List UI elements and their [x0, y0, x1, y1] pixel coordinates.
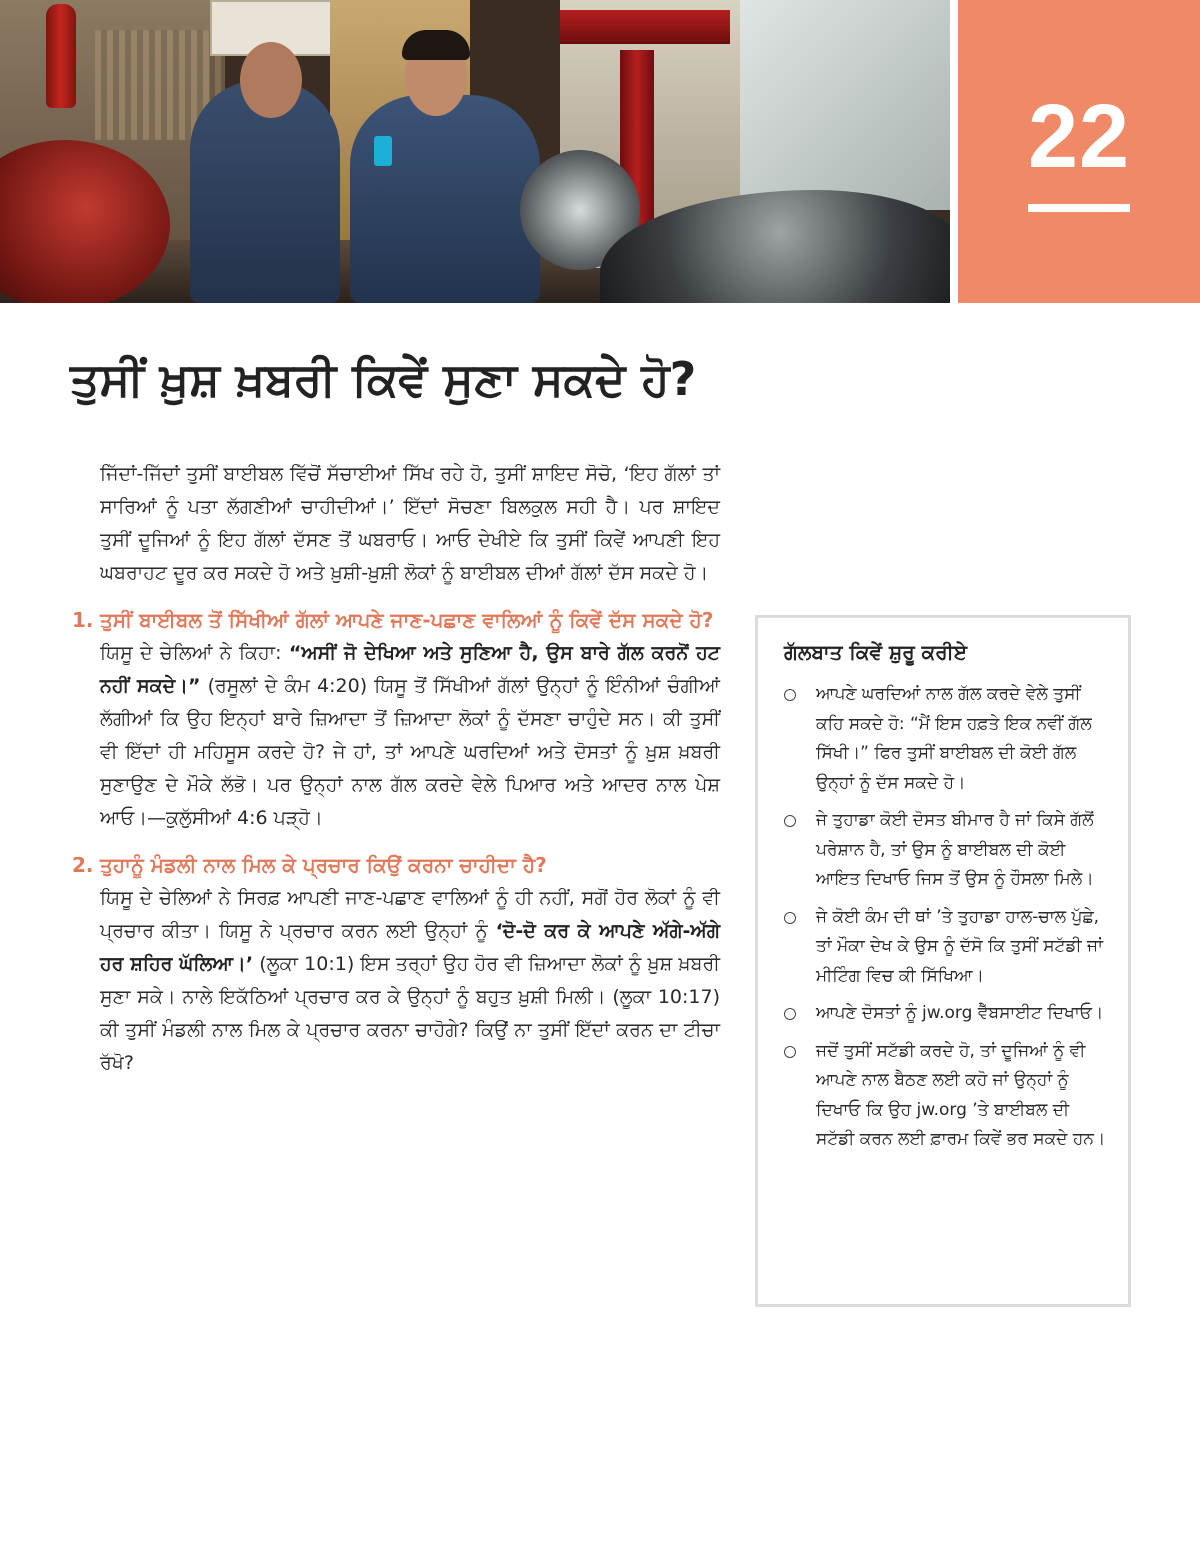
tip-text: ਆਪਣੇ ਘਰਦਿਆਂ ਨਾਲ ਗੱਲ ਕਰਦੇ ਵੇਲੇ ਤੁਸੀਂ ਕਹਿ ਸਕਦੇ ਹੋ: “ਮੈਂ ਇਸ ਹਫ਼ਤੇ ਇਕ ਨਵੀਂ ਗੱਲ ਸਿੱਖੀ।” ਫਿਰ ਤੁਸੀਂ ਬਾਈਬਲ ਦੀ ਕੋਈ ਗੱਲ ਉਨ੍ਹਾਂ ਨੂੰ ਦੱਸ ਸਕਦੇ ਹੋ। [816, 684, 1092, 793]
photo-lift-arm [560, 10, 730, 44]
question-text: ਤੁਸੀਂ ਬਾਈਬਲ ਤੋਂ ਸਿੱਖੀਆਂ ਗੱਲਾਂ ਆਪਣੇ ਜਾਣ-ਪਛਾਣ ਵਾਲਿਆਂ ਨੂੰ ਕਿਵੇਂ ਦੱਸ ਸਕਦੇ ਹੋ? [100, 608, 714, 632]
circle-bullet-icon [784, 1046, 796, 1058]
answer-quote: ‘ਦੋ-ਦੋ ਕਰ ਕੇ ਆਪਣੇ ਅੱਗੇ-ਅੱਗੇ ਹਰ ਸ਼ਹਿਰ ਘੱਲਿਆ।’ [100, 920, 720, 975]
circle-bullet-icon [784, 689, 796, 701]
question-number: 1. [72, 608, 94, 632]
tip-text: ਜੇ ਕੋਈ ਕੰਮ ਦੀ ਥਾਂ ’ਤੇ ਤੁਹਾਡਾ ਹਾਲ-ਚਾਲ ਪੁੱਛੇ, ਤਾਂ ਮੌਕਾ ਦੇਖ ਕੇ ਉਸ ਨੂੰ ਦੱਸੋ ਕਿ ਤੁਸੀਂ ਸਟੱਡੀ ਜਾਂ ਮੀਟਿੰਗ ਵਿਚ ਕੀ ਸਿੱਖਿਆ। [816, 906, 1103, 986]
lesson-number: 22 [1027, 87, 1131, 187]
answer-2 [100, 882, 720, 1080]
photo-person-older-head [240, 42, 302, 118]
list-item [784, 806, 1106, 895]
answer-1 [100, 637, 720, 835]
list-item [784, 1037, 1106, 1155]
question-text: ਤੁਹਾਨੂੰ ਮੰਡਲੀ ਨਾਲ ਮਿਲ ਕੇ ਪ੍ਰਚਾਰ ਕਿਉਂ ਕਰਨਾ ਚਾਹੀਦਾ ਹੈ? [100, 853, 547, 877]
conversation-tips-box [755, 615, 1131, 1307]
lesson-number-block [958, 0, 1200, 303]
question-number: 2. [72, 853, 94, 877]
header-photo [0, 0, 950, 303]
circle-bullet-icon [784, 1008, 796, 1020]
photo-person-younger [350, 95, 540, 303]
answer-lead: ਯਿਸੂ ਦੇ ਚੇਲਿਆਂ ਨੇ ਸਿਰਫ਼ ਆਪਣੀ ਜਾਣ-ਪਛਾਣ ਵਾਲਿਆਂ ਨੂੰ ਹੀ ਨਹੀਂ, ਸਗੋਂ ਹੋਰ ਲੋਕਾਂ ਨੂੰ ਵੀ ਪ੍ਰਚਾਰ ਕੀਤਾ। ਯਿਸੂ ਨੇ ਪ੍ਰਚਾਰ ਕਰਨ ਲਈ ਉਨ੍ਹਾਂ ਨੂੰ [100, 887, 720, 942]
tips-list [784, 680, 1106, 1155]
list-item [784, 903, 1106, 992]
photo-window [740, 0, 950, 210]
list-item [784, 999, 1106, 1029]
list-item [784, 680, 1106, 798]
answer-lead: ਯਿਸੂ ਦੇ ਚੇਲਿਆਂ ਨੇ ਕਿਹਾ: [100, 642, 289, 664]
circle-bullet-icon [784, 815, 796, 827]
question-2 [72, 849, 720, 882]
photo-fire-extinguisher [46, 4, 76, 108]
answer-quote: “ਅਸੀਂ ਜੋ ਦੇਖਿਆ ਅਤੇ ਸੁਣਿਆ ਹੈ, ਉਸ ਬਾਰੇ ਗੱਲ ਕਰਨੋਂ ਹਟ ਨਹੀਂ ਸਕਦੇ।” [100, 642, 720, 697]
page-title: ਤੁਸੀਂ ਖ਼ੁਸ਼ ਖ਼ਬਰੀ ਕਿਵੇਂ ਸੁਣਾ ਸਕਦੇ ਹੋ? [70, 352, 697, 406]
sidebar-title: ਗੱਲਬਾਤ ਕਿਵੇਂ ਸ਼ੁਰੂ ਕਰੀਏ [784, 640, 968, 664]
question-1 [72, 604, 720, 637]
answer-rest: (ਰਸੂਲਾਂ ਦੇ ਕੰਮ 4:20) ਯਿਸੂ ਤੋਂ ਸਿੱਖੀਆਂ ਗੱਲਾਂ ਉਨ੍ਹਾਂ ਨੂੰ ਇੰਨੀਆਂ ਚੰਗੀਆਂ ਲੱਗੀਆਂ ਕਿ ਉਹ ਇਨ੍ਹਾਂ ਬਾਰੇ ਜ਼ਿਆਦਾ ਤੋਂ ਜ਼ਿਆਦਾ ਲੋਕਾਂ ਨੂੰ ਦੱਸਣਾ ਚਾਹੁੰਦੇ ਸਨ। ਕੀ ਤੁਸੀਂ ਵੀ ਇੱਦਾਂ ਹੀ ਮਹਿਸੂਸ ਕਰਦੇ ਹੋ? ਜੇ ਹਾਂ, ਤਾਂ ਆਪਣੇ ਘਰਦਿਆਂ ਅਤੇ ਦੋਸਤਾਂ ਨੂੰ ਖ਼ੁਸ਼ ਖ਼ਬਰੀ ਸੁਣਾਉਣ ਦੇ ਮੌਕੇ ਲੱਭੋ। ਪਰ ਉਨ੍ਹਾਂ ਨਾਲ ਗੱਲ ਕਰਦੇ ਵੇਲੇ ਪਿਆਰ ਅਤੇ ਆਦਰ ਨਾਲ ਪੇਸ਼ ਆਓ।—ਕੁਲੁੱਸੀਆਂ 4:6 ਪੜ੍ਹੋ। [100, 675, 721, 829]
photo-person-younger-hair [402, 30, 470, 60]
lesson-number-underline [1028, 204, 1130, 212]
intro-paragraph: ਜਿੱਦਾਂ-ਜਿੱਦਾਂ ਤੁਸੀਂ ਬਾਈਬਲ ਵਿੱਚੋਂ ਸੱਚਾਈਆਂ ਸਿੱਖ ਰਹੇ ਹੋ, ਤੁਸੀਂ ਸ਼ਾਇਦ ਸੋਚੋ, ‘ਇਹ ਗੱਲਾਂ ਤਾਂ ਸਾਰਿਆਂ ਨੂੰ ਪਤਾ ਲੱਗਣੀਆਂ ਚਾਹੀਦੀਆਂ।’ ਇੱਦਾਂ ਸੋਚਣਾ ਬਿਲਕੁਲ ਸਹੀ ਹੈ। ਪਰ ਸ਼ਾਇਦ ਤੁਸੀਂ ਦੂਜਿਆਂ ਨੂੰ ਇਹ ਗੱਲਾਂ ਦੱਸਣ ਤੋਂ ਘਬਰਾਓ। ਆਓ ਦੇਖੀਏ ਕਿ ਤੁਸੀਂ ਕਿਵੇਂ ਆਪਣੀ ਇਹ ਘਬਰਾਹਟ ਦੂਰ ਕਰ ਸਕਦੇ ਹੋ ਅਤੇ ਖ਼ੁਸ਼ੀ-ਖ਼ੁਸ਼ੀ ਲੋਕਾਂ ਨੂੰ ਬਾਈਬਲ ਦੀਆਂ ਗੱਲਾਂ ਦੱਸ ਸਕਦੇ ਹੋ। [100, 463, 720, 584]
tip-text: ਆਪਣੇ ਦੋਸਤਾਂ ਨੂੰ jw.org ਵੈੱਬਸਾਈਟ ਦਿਖਾਓ। [816, 1003, 1104, 1023]
main-column [72, 458, 720, 1094]
tip-text: ਜਦੋਂ ਤੁਸੀਂ ਸਟੱਡੀ ਕਰਦੇ ਹੋ, ਤਾਂ ਦੂਜਿਆਂ ਨੂੰ ਵੀ ਆਪਣੇ ਨਾਲ ਬੈਠਣ ਲਈ ਕਹੋ ਜਾਂ ਉਨ੍ਹਾਂ ਨੂੰ ਦਿਖਾਓ ਕਿ ਉਹ jw.org ’ਤੇ ਬਾਈਬਲ ਦੀ ਸਟੱਡੀ ਕਰਨ ਲਈ ਫ਼ਾਰਮ ਕਿਵੇਂ ਭਰ ਸਕਦੇ ਹਨ। [816, 1040, 1106, 1149]
answer-rest: (ਲੂਕਾ 10:1) ਇਸ ਤਰ੍ਹਾਂ ਉਹ ਹੋਰ ਵੀ ਜ਼ਿਆਦਾ ਲੋਕਾਂ ਨੂੰ ਖ਼ੁਸ਼ ਖ਼ਬਰੀ ਸੁਣਾ ਸਕੇ। ਨਾਲੇ ਇਕੱਠਿਆਂ ਪ੍ਰਚਾਰ ਕਰ ਕੇ ਉਨ੍ਹਾਂ ਨੂੰ ਬਹੁਤ ਖ਼ੁਸ਼ੀ ਮਿਲੀ। (ਲੂਕਾ 10:17) ਕੀ ਤੁਸੀਂ ਮੰਡਲੀ ਨਾਲ ਮਿਲ ਕੇ ਪ੍ਰਚਾਰ ਕਰਨਾ ਚਾਹੋਗੇ? ਕਿਉਂ ਨਾ ਤੁਸੀਂ ਇੱਦਾਂ ਕਰਨ ਦਾ ਟੀਚਾ ਰੱਖੋ? [100, 953, 720, 1074]
photo-phone [374, 136, 392, 166]
tip-text: ਜੇ ਤੁਹਾਡਾ ਕੋਈ ਦੋਸਤ ਬੀਮਾਰ ਹੈ ਜਾਂ ਕਿਸੇ ਗੱਲੋਂ ਪਰੇਸ਼ਾਨ ਹੈ, ਤਾਂ ਉਸ ਨੂੰ ਬਾਈਬਲ ਦੀ ਕੋਈ ਆਇਤ ਦਿਖਾਓ ਜਿਸ ਤੋਂ ਉਸ ਨੂੰ ਹੌਸਲਾ ਮਿਲੇ। [816, 810, 1094, 889]
circle-bullet-icon [784, 912, 796, 924]
